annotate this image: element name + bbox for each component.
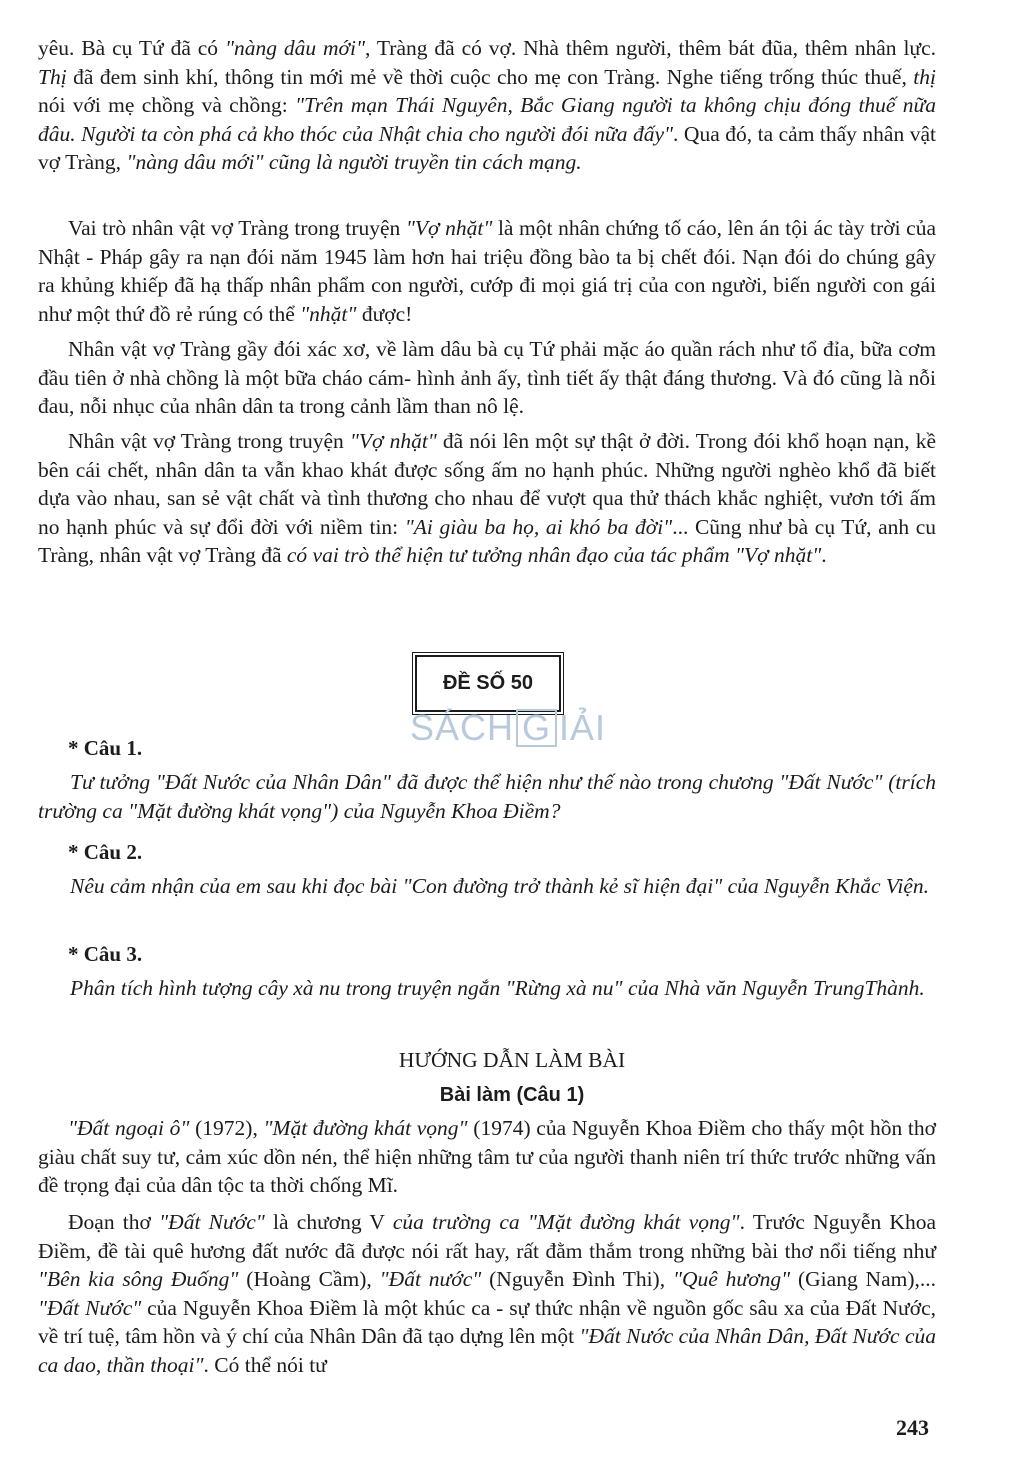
text-run: (Hoàng Cầm), (238, 1267, 380, 1292)
text-run: Nhân vật vợ Tràng trong truyện (68, 429, 350, 453)
watermark-text: SÁCH (410, 706, 515, 748)
text-run-italic: "Trên mạn Thái Nguyên, Bắc Giang người ta không chịu đóng thuế nữa đâu. Người ta còn phá cả kho thóc của Nhật chia cho người đói nữa đấy" (38, 93, 937, 146)
text-run-italic: "nàng dâu mới" (224, 36, 366, 60)
watermark-logo (410, 708, 606, 748)
text-run-italic: "Vợ nhặt" (405, 216, 493, 240)
text-run: yêu. Bà cụ Tứ đã có (38, 36, 225, 60)
text-run-italic: Thị (38, 64, 67, 89)
watermark-g-box: G (516, 709, 557, 747)
text-run-italic: "nàng dâu mới" cũng là người truyền tin cách mạng. (126, 150, 582, 175)
question-3-label: * Câu 3. (68, 942, 143, 966)
page-number: 243 (896, 1415, 929, 1440)
question-1-label: * Câu 1. (68, 736, 143, 760)
text-run-italic: "nhặt" (300, 301, 357, 326)
text-run: đã nói lên một sự thật ở đời. Trong đói khổ hoạn nạn, kề bên cái chết, nhân dân ta vẫn khao khát được sống ấm no hạnh phúc. Những người nghèo khổ đã biết dựa vào nhau, san sẻ vật chất và tình thương cho nhau để vượt qua thử thách khắc nghiệt, vươn tới ấm no hạnh phúc và sự đổi đời với niềm tin: (38, 429, 937, 539)
text-run: nói với mẹ chồng và chồng: (38, 93, 296, 118)
question-1-text: Tư tưởng "Đất Nước của Nhân Dân" đã được thể hiện như thế nào trong chương "Đất Nước" (trích trường ca "Mặt đường khát vọng") của Nguyễn Khoa Điềm? (38, 770, 936, 823)
text-run: Đoạn thơ (68, 1210, 160, 1234)
text-run-italic: "Mặt đường khát vọng" (263, 1116, 468, 1140)
question-3-text: Phân tích hình tượng cây xà nu trong truyện ngắn "Rừng xà nu" của Nhà văn Nguyễn TrungThành. (70, 976, 925, 1000)
text-run: (1972), (189, 1116, 264, 1140)
text-run: , Tràng đã có vợ. Nhà thêm người, thêm bát đũa, thêm nhân lực. (365, 36, 937, 60)
text-run-italic: "Đất Nước" (159, 1210, 265, 1234)
text-run-italic: "Đất ngoại ô" (68, 1116, 190, 1140)
text-run-italic: thị (913, 64, 936, 89)
text-run: được! (356, 301, 413, 326)
text-run: của Nguyễn Khoa Điềm là một khúc ca - sự thức nhận về nguồn gốc sâu xa của Đất Nước, về trí tuệ, tâm hồn và ý chí của Nhân Dân đã tạo dựng lên một (38, 1295, 937, 1349)
paragraph-4 (38, 427, 936, 570)
text-run-italic: "Vợ nhặt" (349, 429, 437, 453)
text-run-italic: "Ai giàu ba họ, ai khó ba đời" (404, 514, 673, 539)
text-run: . Có thể nói tư (203, 1352, 327, 1377)
text-run: (1974) của Nguyễn Khoa Điềm cho thấy một hồn thơ giàu chất suy tư, cảm xúc dồn nén, thể hiện những tâm tư của người thanh niên trí thức trước những vấn đề trọng đại của dân tộc ta thời chống Mĩ. (38, 1116, 936, 1198)
paragraph-5 (38, 1114, 936, 1200)
paragraph-2 (38, 214, 936, 328)
paragraph-1 (38, 34, 936, 177)
text-run-italic: "Đất Nước" (38, 1295, 142, 1320)
text-run-italic: có vai trò thể hiện tư tưởng nhân đạo của tác phẩm "Vợ nhặt" (286, 543, 822, 568)
text-run: ... Cũng như bà cụ Tứ, anh cu Tràng, nhân vật vợ Tràng đã (38, 514, 937, 568)
text-run: . Trước Nguyễn Khoa Điềm, đề tài quê hương đất nước đã được nói rất hay, rất đằm thắm trong những bài thơ nổi tiếng như (38, 1210, 936, 1263)
text-run: là chương V (264, 1210, 393, 1234)
question-2-label: * Câu 2. (68, 840, 143, 864)
text-run: đã đem sinh khí, thông tin mới mẻ về thời cuộc cho mẹ con Tràng. Nghe tiếng trống thúc thuế, (66, 64, 914, 89)
question-2-text: Nêu cảm nhận của em sau khi đọc bài "Con đường trở thành kẻ sĩ hiện đại" của Nguyễn Khắc Viện. (70, 874, 930, 898)
text-run: (Nguyễn Đình Thi), (481, 1267, 673, 1292)
paragraph-3: Nhân vật vợ Tràng gầy đói xác xơ, về làm dâu bà cụ Tứ phải mặc áo quần rách như tổ đỉa, bữa cơm đầu tiên ở nhà chồng là một bữa cháo cám- hình ảnh ấy, tình tiết ấy thật đáng thương. Và đó cũng là nỗi đau, nỗi nhục của nhân dân ta trong cảnh lầm than nô lệ. (38, 337, 936, 419)
paragraph-6 (38, 1208, 936, 1380)
exam-number-box: ĐỀ SỐ 50 (415, 655, 561, 712)
text-run: . (821, 543, 827, 568)
text-run: là một nhân chứng tố cáo, lên án tội ác tày trời của Nhật - Pháp gây ra nạn đói năm 1945 làm hơn hai triệu đồng bào ta bị chết đói. Nạn đói do chúng gây ra khủng khiếp đã hạ thấp nhân phẩm con người, cướp đi mọi giá trị của con người, biến người con gái như một thứ đồ rẻ rúng có thể (38, 216, 936, 326)
text-run-italic: của trường ca "Mặt đường khát vọng" (392, 1210, 740, 1234)
text-run-italic: "Đất nước" (379, 1267, 482, 1292)
text-run: . Qua đó, ta cảm thấy nhân vật vợ Tràng, (38, 121, 936, 175)
text-run-italic: "Đất Nước của Nhân Dân, Đất Nước của ca dao, thần thoại" (38, 1324, 936, 1377)
answer-heading: Bài làm (Câu 1) (439, 1084, 585, 1106)
watermark-text: IẢI (559, 706, 607, 748)
text-run: Vai trò nhân vật vợ Tràng trong truyện (68, 216, 406, 240)
text-run-italic: "Quê hương" (672, 1267, 791, 1292)
text-run-italic: "Bên kia sông Đuống" (38, 1267, 239, 1292)
guide-heading: HƯỚNG DẪN LÀM BÀI (398, 1048, 626, 1072)
text-run: (Giang Nam),... (790, 1267, 937, 1292)
